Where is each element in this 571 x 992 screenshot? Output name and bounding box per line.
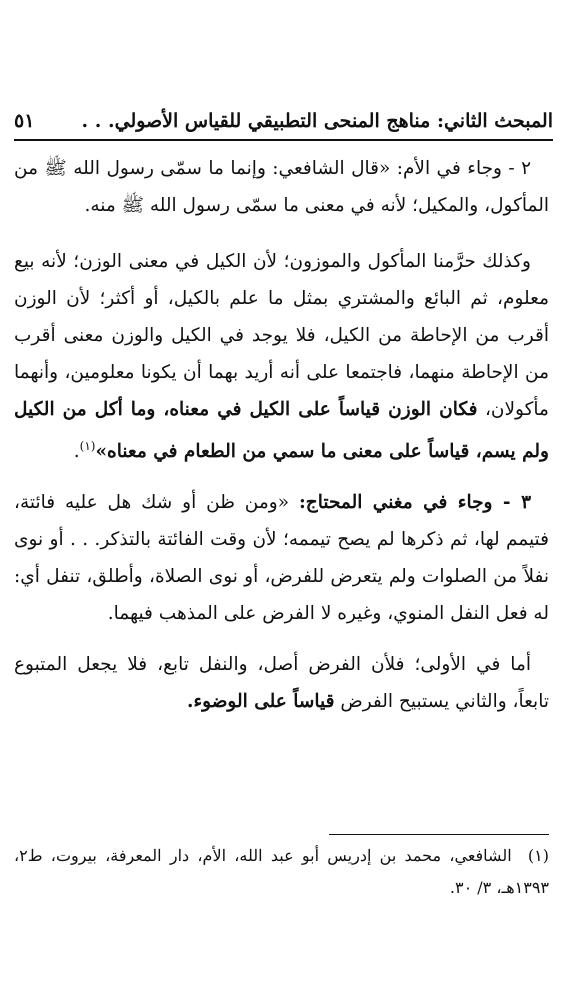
main-text <box>14 150 549 720</box>
paragraph-4-bold-text: قياساً على الوضوء. <box>187 691 335 713</box>
footnote-reference: (١) <box>79 439 96 453</box>
header-divider <box>14 139 553 141</box>
paragraph-gap <box>14 224 549 243</box>
paragraph-4-text: أما في الأولى؛ فلأن الفرض أصل، والنفل تابع، فلا يجعل المتبوع تابعاً، والثاني يستبيح الفرض <box>14 654 549 713</box>
running-header <box>14 94 553 132</box>
footnote-divider <box>329 834 549 835</box>
paragraph-3-text: «ومن ظن أو شك هل عليه فائتة، فتيمم لها، ثم ذكرها لم يصح تيممه؛ لأن وقت الفائتة بالتذكر. . . أو نوى نفلاً من الصلوات ولم يتعرض للفرض، أو نوى الصلاة، وأطلق، تنفل أي: له فعل النفل المنوي، وغيره لا الفرض على المذهب فيهما. <box>14 492 549 625</box>
paragraph-2-text: وكذلك حرَّمنا المأكول والموزون؛ لأن الكيل في معنى الوزن؛ لأنه بيع معلوم، ثم البائع والمشتري بمثل ما علم بالكيل، أو أكثر؛ لأن الوزن أقرب من الإحاطة من الكيل، فلا يوجد في الكيل والوزن معنى أقرب من الإحاطة منهما، فاجتمعا على أنه أريد بهما أن يكونا معلومين، وأنهما مأكولان، <box>14 251 549 420</box>
paragraph-1-text: ٢ - وجاء في الأم: «قال الشافعي: وإنما ما سمّى رسول الله ﷺ من المأكول، والمكيل؛ لأنه في معنى ما سمّى رسول الله ﷺ منه. <box>14 158 549 216</box>
paragraph-3 <box>14 484 549 632</box>
paragraph-4 <box>14 646 549 720</box>
paragraph-gap <box>14 632 549 646</box>
page-number: ٥١ <box>14 110 35 132</box>
paragraph-2-end: . <box>73 441 80 463</box>
paragraph-1 <box>14 150 549 224</box>
paragraph-gap <box>14 470 549 484</box>
footnote-number: (١) <box>527 846 549 865</box>
footnote-text: الشافعي، محمد بن إدريس أبو عبد الله، الأم، دار المعرفة، بيروت، ط٢، ١٣٩٣هـ، ٣/ ٣٠. <box>14 846 549 897</box>
footnote <box>14 840 549 904</box>
paragraph-3-lead: ٣ - وجاء في مغني المحتاج: <box>298 492 531 514</box>
paragraph-2-bold-text: فكان الوزن قياساً على الكيل في معناه، وما أكل من الكيل ولم يسم، قياساً على معنى ما سمي من الطعام في معناه» <box>14 399 549 463</box>
paragraph-2 <box>14 243 549 470</box>
chapter-title: المبحث الثاني: مناهج المنحى التطبيقي للقياس الأصولي. . . <box>81 110 553 132</box>
